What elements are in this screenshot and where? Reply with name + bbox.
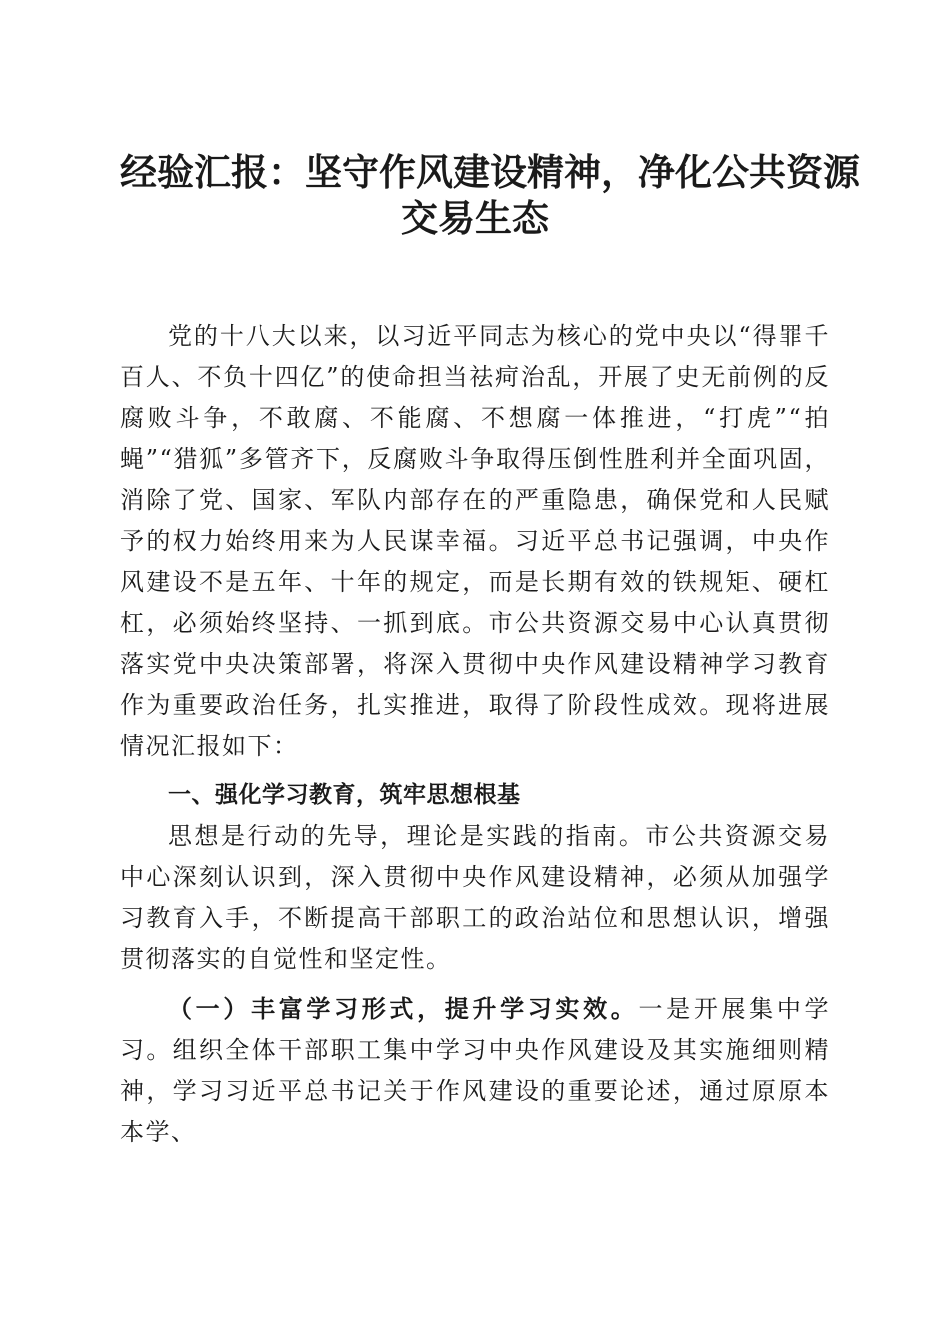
- document-page: [120, 150, 860, 1153]
- title-line-2: 交易生态: [401, 197, 549, 240]
- subsection-1-text: 一是开展集中学习。组织全体干部职工集中学习中央作风建设及其实施细则精神，学习习近平总书记关于作风建设的重要论述，通过原原本本学、: [120, 995, 831, 1146]
- document-title: [120, 150, 860, 242]
- subsection-1-paragraph: [120, 988, 830, 1153]
- section-1-heading: 一、强化学习教育，筑牢思想根基: [168, 782, 521, 808]
- spacer: [120, 767, 830, 775]
- document-body: [120, 316, 830, 1153]
- spacer: [120, 980, 830, 988]
- subsection-1-heading: （一）丰富学习形式，提升学习实效。: [168, 994, 639, 1023]
- title-line-1: 经验汇报：坚守作风建设精神，净化公共资源: [120, 151, 860, 194]
- intro-paragraph: 党的十八大以来，以习近平同志为核心的党中央以“得罪千百人、不负十四亿”的使命担当祛疴治乱，开展了史无前例的反腐败斗争，不敢腐、不能腐、不想腐一体推进，“打虎”“拍蝇”“猎狐”多管齐下，反腐败斗争取得压倒性胜利并全面巩固，消除了党、国家、军队内部存在的严重隐患，确保党和人民赋予的权力始终用来为人民谋幸福。习近平总书记强调，中央作风建设不是五年、十年的规定，而是长期有效的铁规矩、硬杠杠，必须始终坚持、一抓到底。市公共资源交易中心认真贯彻落实党中央决策部署，将深入贯彻中央作风建设精神学习教育作为重要政治任务，扎实推进，取得了阶段性成效。现将进展情况汇报如下：: [120, 322, 830, 760]
- section-1-paragraph: 思想是行动的先导，理论是实践的指南。市公共资源交易中心深刻认识到，深入贯彻中央作风建设精神，必须从加强学习教育入手，不断提高干部职工的政治站位和思想认识，增强贯彻落实的自觉性和坚定性。: [120, 822, 830, 973]
